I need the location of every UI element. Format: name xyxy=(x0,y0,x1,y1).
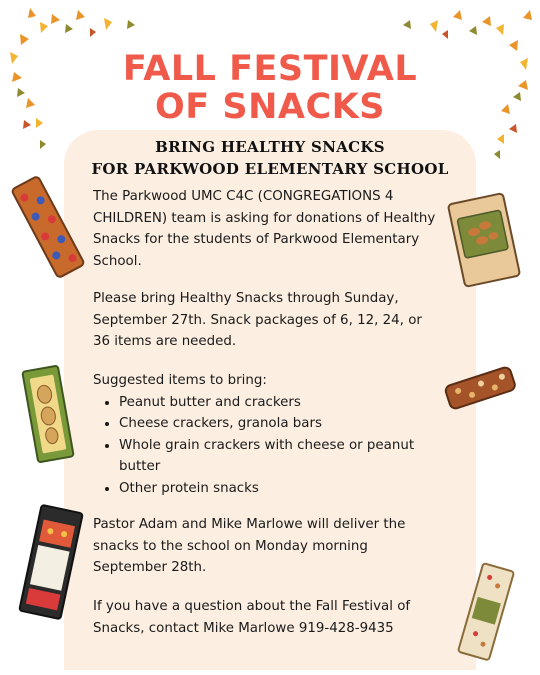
granola-bar-icon xyxy=(440,362,520,412)
fruit-granola-bar-icon xyxy=(8,172,88,282)
subtitle-line2: FOR PARKWOOD ELEMENTARY SCHOOL xyxy=(91,160,449,178)
almond-snack-box-icon xyxy=(446,190,522,290)
list-item: • Cheese crackers, granola bars xyxy=(119,413,438,435)
cereal-bar-icon xyxy=(452,562,522,662)
list-item: • Peanut butter and crackers xyxy=(119,392,438,414)
delivery-paragraph xyxy=(93,514,438,579)
deadline-paragraph xyxy=(93,288,438,353)
contact-text: If you have a question about the Fall Festival of Snacks, contact Mike Marlowe 919-428-9435 xyxy=(93,599,411,636)
list-item: • Whole grain crackers with cheese or peanut butter xyxy=(119,435,438,478)
page-title-line1: FALL FESTIVAL xyxy=(122,49,418,89)
wrapped-snack-bar-icon xyxy=(16,504,86,620)
page-title-line2: OF SNACKS xyxy=(155,87,385,127)
list-item: • Other protein snacks xyxy=(119,478,438,500)
intro-paragraph xyxy=(93,186,438,272)
deadline-text: Please bring Healthy Snacks through Sunday, September 27th. Snack packages of 6, 12, 24, or 36 items are needed. xyxy=(93,291,422,349)
subtitle-line1: BRING HEALTHY SNACKS xyxy=(155,138,385,156)
delivery-text: Pastor Adam and Mike Marlowe will deliver the snacks to the school on Monday morning September 28th. xyxy=(93,517,406,575)
suggested-items-heading: Suggested items to bring: xyxy=(93,373,267,388)
contact-paragraph xyxy=(93,596,438,639)
suggested-items-section xyxy=(93,370,438,499)
intro-text: The Parkwood UMC C4C (CONGREGATIONS 4 CHILDREN) team is asking for donations of Healthy Snacks for the students of Parkwood Elementary School. xyxy=(93,189,436,269)
suggested-items-list xyxy=(93,392,438,500)
peanut-bar-icon xyxy=(18,364,78,464)
